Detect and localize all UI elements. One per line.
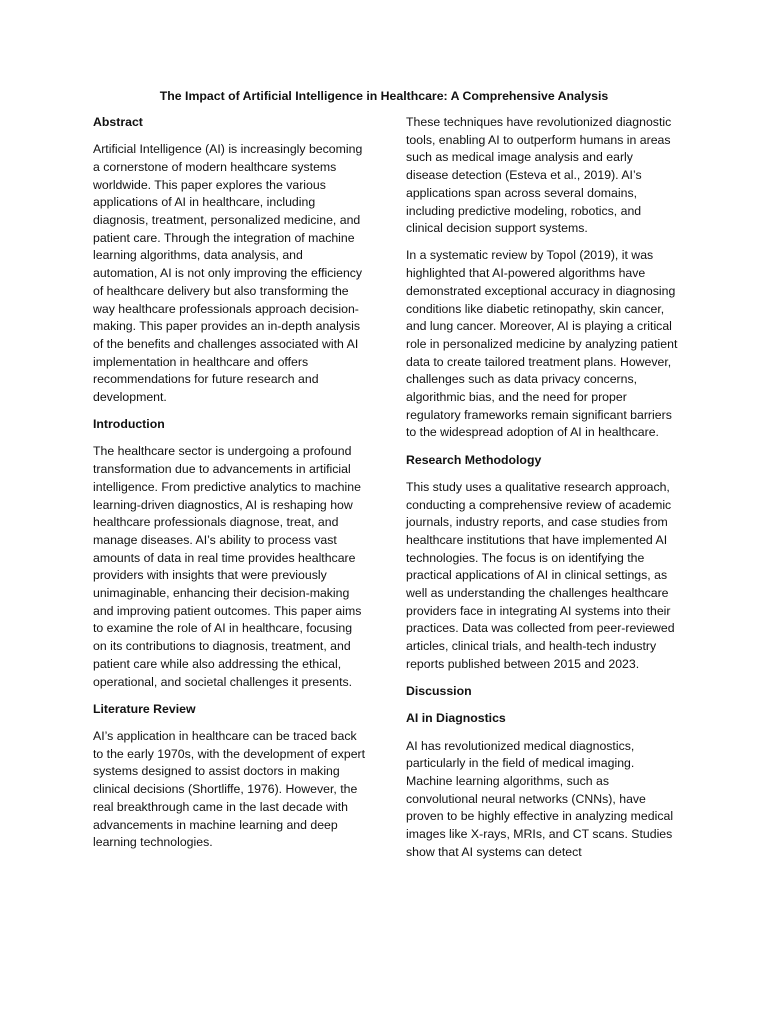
abstract-paragraph: Artificial Intelligence (AI) is increasingly becoming a cornerstone of modern healthcare systems worldwide. This paper explores the various applications of AI in healthcare, including diagnosis, treatment, personalized medicine, and patient care. Through the integration of machine learning algorithms, data analysis, and automation, AI is not only improving the efficiency of healthcare delivery but also transforming the way healthcare professionals approach decision-making. This paper provides an in-depth analysis of the benefits and challenges associated with AI implementation in healthcare and offers recommendations for future research and development. (93, 142, 363, 405)
introduction-paragraph: The healthcare sector is undergoing a profound transformation due to advancements in artificial intelligence. From predictive analytics to machine learning-driven diagnostics, AI is reshaping how healthcare professionals diagnose, treat, and manage diseases. AI’s ability to process vast amounts of data in real time provides healthcare providers with insights that were previously unimaginable, enhancing their decision-making and improving patient outcomes. This paper aims to examine the role of AI in healthcare, focusing on its contributions to diagnosis, treatment, and patient care while also addressing the ethical, operational, and societal challenges it presents. (93, 444, 362, 689)
research-methodology-heading: Research Methodology (406, 452, 542, 467)
right-column (406, 114, 678, 871)
literature-review-continued-paragraph: These techniques have revolutionized diagnostic tools, enabling AI to outperform humans in areas such as medical image analysis and early disease detection (Esteva et al., 2019). AI’s applications span across several domains, including predictive modeling, robotics, and clinical decision support systems. (406, 115, 672, 236)
research-methodology-paragraph: This study uses a qualitative research approach, conducting a comprehensive review of academic journals, industry reports, and case studies from healthcare institutions that have implemented AI technologies. The focus is on identifying the practical applications of AI in clinical settings, as well as understanding the challenges healthcare providers face in integrating AI systems into their practices. Data was collected from peer-reviewed articles, clinical trials, and health-tech industry reports published between 2015 and 2023. (406, 479, 675, 671)
literature-review-heading: Literature Review (93, 701, 196, 716)
ai-in-diagnostics-paragraph: AI has revolutionized medical diagnostics, particularly in the field of medical imaging. Machine learning algorithms, such as convolutional neural networks (CNNs), have proven to be highly effective in analyzing medical images like X-rays, MRIs, and CT scans. Studies show that AI systems can detect (406, 738, 674, 859)
ai-in-diagnostics-heading: AI in Diagnostics (406, 711, 506, 726)
abstract-heading: Abstract (93, 115, 143, 129)
left-column (93, 114, 367, 861)
literature-review-paragraph: AI’s application in healthcare can be traced back to the early 1970s, with the development of expert systems designed to assist doctors in making clinical decisions (Shortliffe, 1976). However, the real breakthrough came in the last decade with advancements in machine learning and deep learning technologies. (93, 729, 366, 850)
paper-title: The Impact of Artificial Intelligence in Healthcare: A Comprehensive Analysis (159, 89, 609, 103)
introduction-heading: Introduction (93, 417, 165, 432)
discussion-heading: Discussion (406, 684, 472, 699)
topol-review-paragraph: In a systematic review by Topol (2019), it was highlighted that AI-powered algorithms have demonstrated exceptional accuracy in diagnosing conditions like diabetic retinopathy, skin cancer, and lung cancer. Moreover, AI is playing a critical role in personalized medicine by analyzing patient data to create tailored treatment plans. However, challenges such as data privacy concerns, algorithmic bias, and the need for proper regulatory frameworks remain significant barriers to the widespread adoption of AI in healthcare. (406, 248, 678, 440)
